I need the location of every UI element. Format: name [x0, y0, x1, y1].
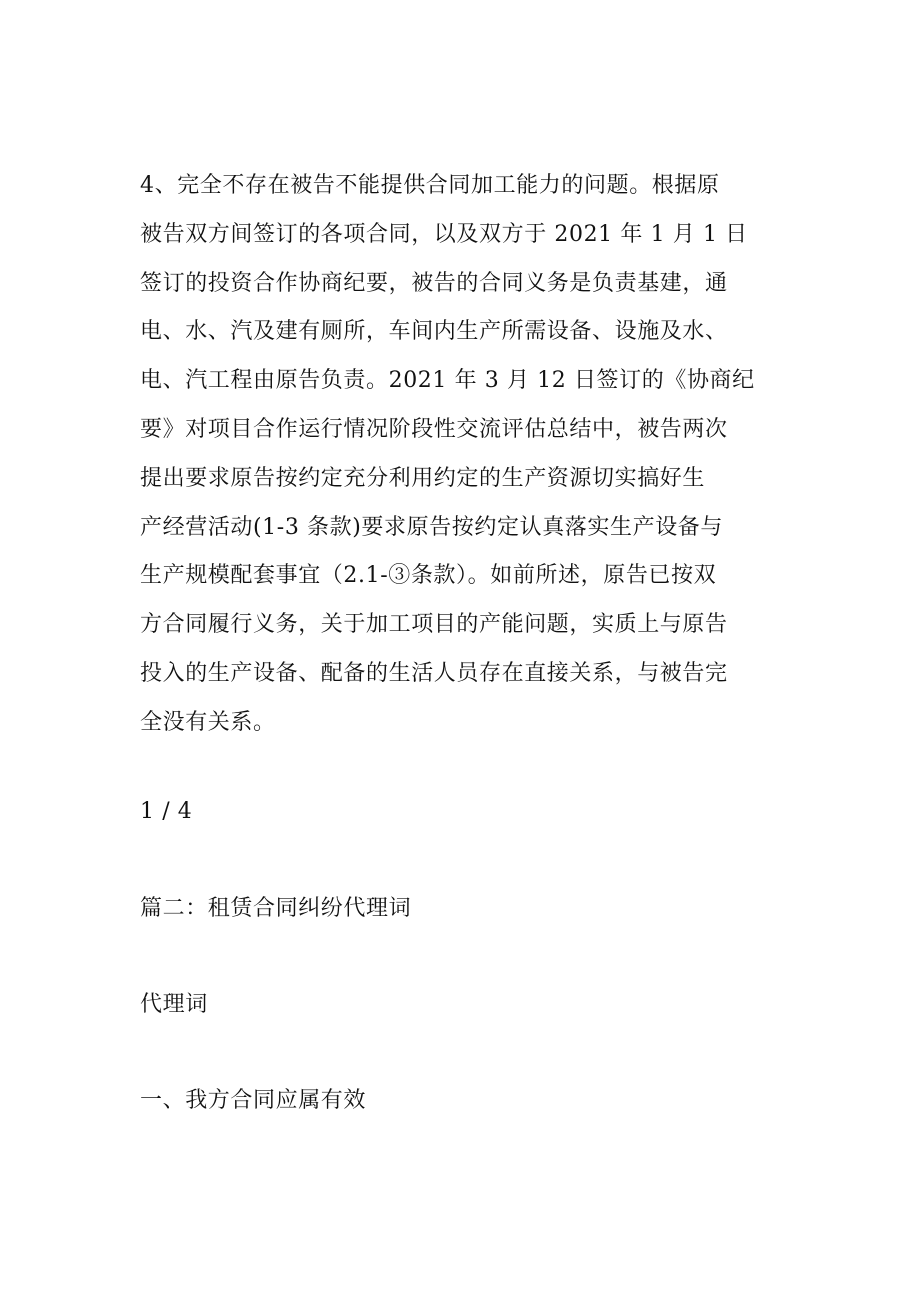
body-paragraph: [140, 162, 790, 748]
paragraph-line: 提出要求原告按约定充分利用约定的生产资源切实搞好生: [140, 465, 706, 491]
paragraph-line: 投入的生产设备、配备的生活人员存在直接关系，与被告完: [140, 660, 728, 686]
paragraph-line: 被告双方间签订的各项合同，以及双方于 2021 年 1 月 1 日: [140, 221, 748, 247]
paragraph-line: 4、完全不存在被告不能提供合同加工能力的问题。根据原: [140, 173, 720, 198]
paragraph-line: 方合同履行义务，关于加工项目的产能问题，实质上与原告: [140, 612, 728, 638]
paragraph-line: 要》对项目合作运行情况阶段性交流评估总结中，被告两次: [140, 416, 728, 442]
page-number: 1 / 4: [140, 799, 193, 824]
paragraph-line: 生产规模配套事宜（2.1-③条款）。如前所述，原告已按双: [140, 563, 717, 589]
paragraph-line: 电、汽工程由原告负责。2021 年 3 月 12 日签订的《协商纪: [140, 368, 755, 394]
paragraph-line: 电、水、汽及建有厕所，车间内生产所需设备、设施及水、: [140, 319, 728, 345]
paragraph-line: 签订的投资合作协商纪要，被告的合同义务是负责基建，通: [140, 270, 728, 296]
document-title: 代理词: [140, 992, 208, 1017]
paragraph-line: 产经营活动(1-3 条款)要求原告按约定认真落实生产设备与: [140, 514, 723, 540]
section-heading: 一、我方合同应属有效: [140, 1088, 367, 1113]
paragraph-line: 全没有关系。: [140, 709, 276, 735]
section-title: 篇二：租赁合同纠纷代理词: [140, 896, 412, 921]
